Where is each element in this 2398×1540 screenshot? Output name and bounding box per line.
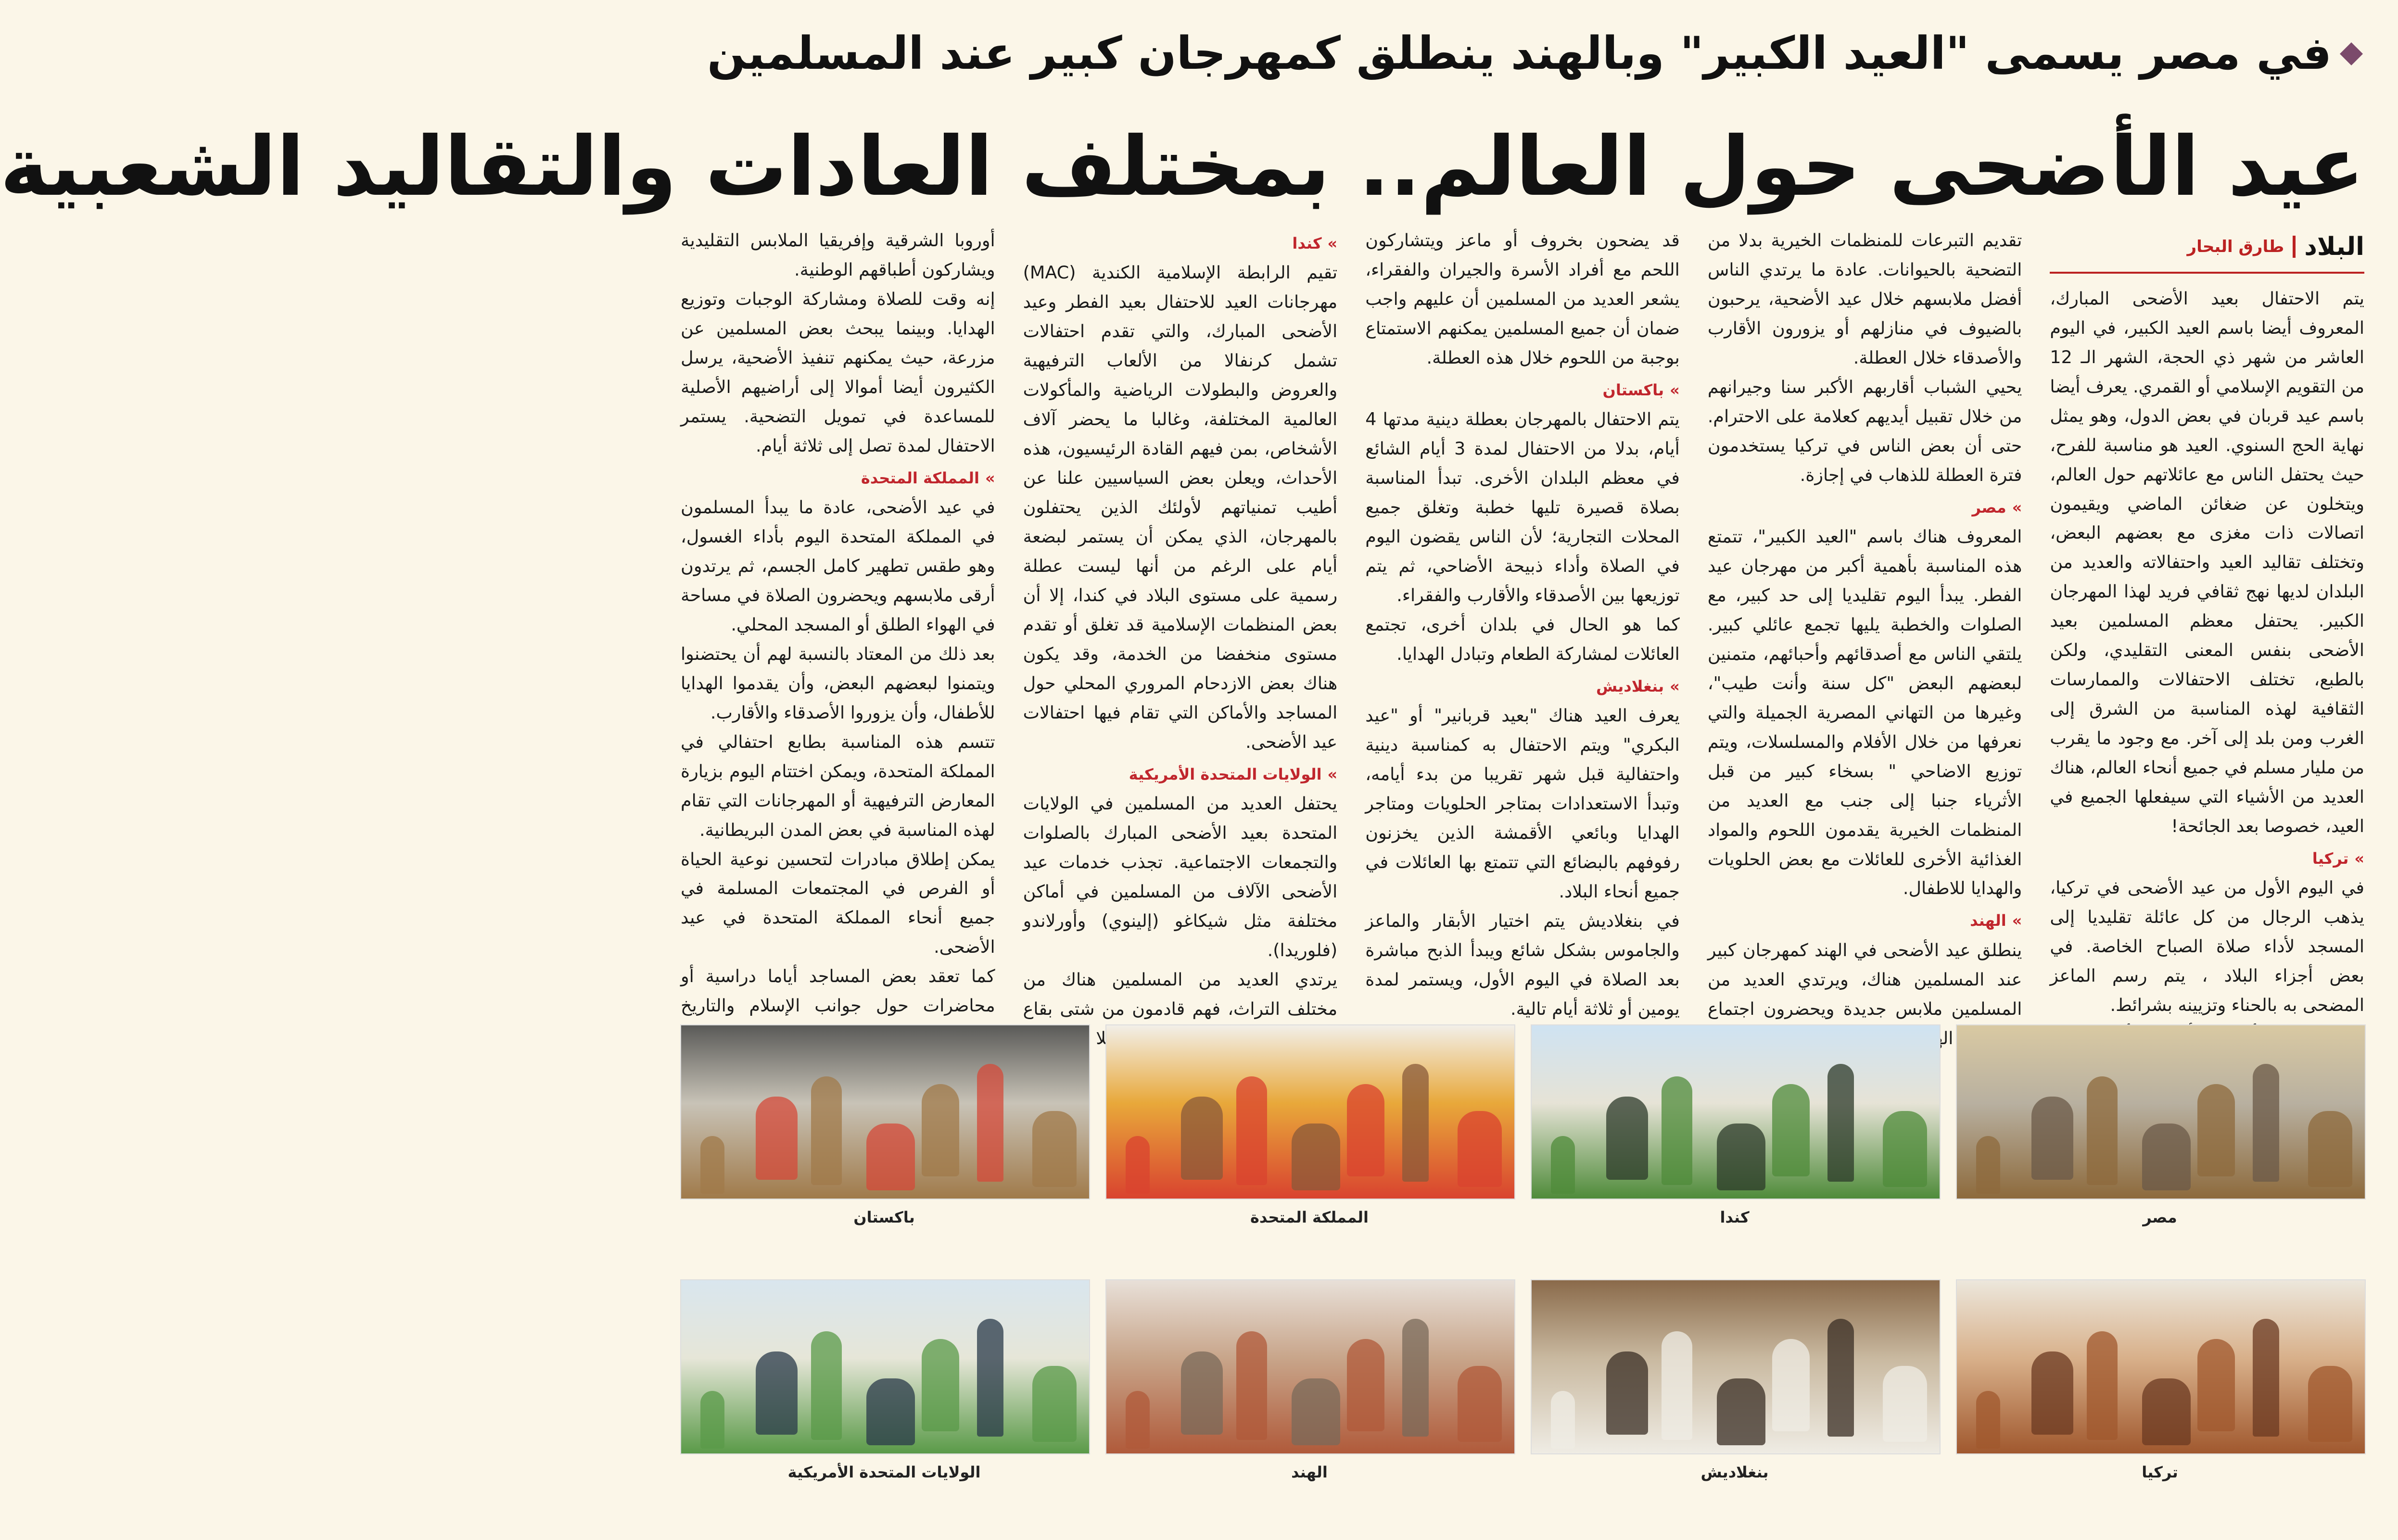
photo-figure-shape	[2087, 1076, 2118, 1185]
article-paragraph: يحيي الشباب أقاربهم الأكبر سنا وجيرانهم من خلال تقبيل أيديهم كعلامة على الاحترام. حتى أن بعض الناس في تركيا يستخدمون فترة العطلة للذهاب في إجازة.	[1707, 376, 2022, 485]
photo-figure-shape	[1347, 1084, 1384, 1176]
section-subheading	[1023, 231, 1338, 256]
article-paragraph: في عيد الأضحى، عادة ما يبدأ المسلمون في المملكة المتحدة اليوم بأداء الغسول، وهو طقس تطهير كامل الجسم، ثم يرتدون أرقى ملابسهم ويحضرون الصلاة في مساحة في الهواء الطلق أو المسجد المحلي.	[681, 497, 995, 635]
photo-figure-shape	[811, 1076, 842, 1185]
article-paragraph: تقديم التبرعات للمنظمات الخيرية بدلا من التضحية بالحيوانات. عادة ما يرتدي الناس أفضل ملابسهم خلال عيد الأضحية، يرحبون بالضيوف في منازلهم أو يزورون الأقارب والأصدقاء خلال العطلة.	[1707, 230, 2022, 368]
photo-caption: بنغلاديش	[1700, 1463, 1769, 1481]
photo-figure-shape	[2031, 1097, 2073, 1180]
section-subheading-label: مصر	[1972, 498, 2006, 517]
section-subheading	[1023, 762, 1338, 787]
photo-figure-shape	[1551, 1136, 1575, 1194]
photo-figure-shape	[1458, 1111, 1502, 1187]
photo-figure-shape	[1347, 1339, 1384, 1431]
photo-figure-shape	[1883, 1111, 1927, 1187]
photo-caption: الولايات المتحدة الأمريكية	[787, 1463, 981, 1481]
section-subheading-label: الولايات المتحدة الأمريكية	[1129, 765, 1322, 783]
photo-figure-shape	[1606, 1097, 1648, 1180]
photo-caption: باكستان	[853, 1208, 915, 1226]
chevron-icon: »	[2012, 911, 2022, 930]
photo-figure-shape	[1032, 1366, 1077, 1442]
photo-figure-shape	[922, 1339, 959, 1431]
section-subheading	[1365, 378, 1680, 403]
photo-jama	[1105, 1279, 1515, 1454]
photo-figure-shape	[811, 1331, 842, 1440]
article-columns	[681, 226, 2364, 1019]
photo-figure-shape	[2197, 1339, 2235, 1431]
photo-figure-shape	[1181, 1351, 1223, 1435]
photo-caption: مصر	[2143, 1208, 2177, 1226]
photo-figure-shape	[922, 1084, 959, 1176]
byline	[2050, 226, 2364, 274]
section-subheading	[1708, 495, 2022, 520]
chevron-icon: »	[1327, 765, 1338, 783]
photo-figure-shape	[1883, 1366, 1927, 1442]
article-column-3	[1365, 226, 1680, 1019]
photo-camel	[680, 1024, 1090, 1199]
photo-figure-shape	[1717, 1123, 1765, 1190]
photo-caption: الهند	[1291, 1463, 1328, 1481]
photo-goat	[1956, 1279, 2366, 1454]
section-subheading-label: الهند	[1970, 911, 2006, 930]
photo-figure-shape	[1402, 1319, 1429, 1437]
chevron-icon: »	[1670, 677, 1680, 695]
photo-figure-shape	[756, 1097, 798, 1180]
photo-figure-shape	[1181, 1097, 1223, 1180]
kicker	[685, 29, 2360, 78]
chevron-icon: »	[2012, 498, 2022, 517]
photo-caption: المملكة المتحدة	[1250, 1208, 1369, 1226]
article-paragraph: يحتفل العديد من المسلمين في الولايات المتحدة بعيد الأضحى المبارك بالصلوات والتجمعات الاجتماعية. تجذب خدمات عيد الأضحى الآلاف من المسلمين في أماكن مختلفة مثل شيكاغو (إلينوي) وأورلاندو (فلوريدا).	[1023, 793, 1338, 960]
article-column-1	[2050, 226, 2364, 1016]
article-paragraph: في اليوم الأول من عيد الأضحى في تركيا، يذهب الرجال من كل عائلة تقليديا إلى المسجد لأداء صلاة الصباح الخاصة. في بعض أجزاء البلاد ، يتم رسم الماعز المضحى به بالحناء وتزيينه بشرائط.	[2050, 877, 2364, 1016]
photo-figure-shape	[700, 1391, 724, 1449]
headline: عيد الأضحى حول العالم.. بمختلف العادات والتقاليد الشعبية	[0, 119, 2364, 215]
divider	[2293, 236, 2296, 258]
photo-figure-shape	[1662, 1331, 1692, 1440]
photo-figure-shape	[756, 1351, 798, 1435]
photo-figure-shape	[1976, 1391, 2000, 1449]
section-subheading	[1365, 674, 1680, 699]
photo-prayer	[1531, 1279, 1941, 1454]
photo-table	[1105, 1024, 1515, 1199]
photo-mosque	[1956, 1024, 2366, 1199]
photo-caption: كندا	[1720, 1208, 1750, 1226]
article-paragraph: ينطلق عيد الأضحى في الهند كمهرجان كبير عند المسلمين هناك، ويرتدي العديد من المسلمين ملابس جديدة ويحضرون اجتماع	[1707, 939, 2022, 1019]
article-paragraph: يرتدي العديد من المسلمين هناك من مختلف التراث، فهم قادمون من شتى بقاع	[1023, 969, 1338, 1019]
photo-figure-shape	[1402, 1064, 1429, 1182]
photo-figure-shape	[1606, 1351, 1648, 1435]
article-column-2	[1707, 226, 2022, 1019]
photo-figure-shape	[977, 1064, 1003, 1182]
section-subheading-label: المملكة المتحدة	[861, 468, 979, 487]
photo-figure-shape	[700, 1136, 724, 1194]
section-subheading	[1708, 908, 2022, 934]
photo-figure-shape	[2031, 1351, 2073, 1435]
photo-figure-shape	[2197, 1084, 2235, 1176]
publication-logo: البلاد	[2304, 232, 2364, 261]
photo-figure-shape	[1551, 1391, 1575, 1449]
diamond-bullet-icon	[2340, 42, 2363, 65]
photo-figure-shape	[1772, 1339, 1810, 1431]
kicker-text: في مصر يسمى "العيد الكبير" وبالهند ينطلق كمهرجان كبير عند المسلمين	[707, 27, 2332, 80]
article-paragraph: يمكن إطلاق مبادرات لتحسين نوعية الحياة أو الفرص في المجتمعات المسلمة في جميع أنحاء المملكة المتحدة في عيد الأضحى.	[681, 848, 995, 958]
photo-figure-shape	[1976, 1136, 2000, 1194]
photo-figure-shape	[2308, 1366, 2352, 1442]
article-paragraph: قد يضحون بخروف أو ماعز ويتشاركون اللحم مع أفراد الأسرة والجيران والفقراء، يشعر العديد من المسلمين أن عليهم واجب ضمان أن جميع المسلمين يمكنهم الاستمتاع بوجبة من اللحوم خلال هذه العطلة.	[1365, 230, 1680, 368]
author-name: طارق البحار	[2187, 237, 2284, 257]
photo-grid	[680, 1024, 2364, 1534]
article-paragraph: المعروف هناك باسم "العيد الكبير"، تتمتع هذه المناسبة بأهمية أكبر من مهرجان عيد الفطر. يبدأ اليوم تقليديا إلى حد كبير، مع الصلوات والخطبة يليها تجمع عائلي كبير. يلتقي الناس مع أصدقائهم وأحبائهم، متمنين لبعضهم البعض "كل سنة وأنت طيب"، وغيرها من التهاني المصرية الجميلة والتي نعرفها من خلال الأفلام والمسلسلات، ويتم توزيع الاضاحي " بسخاء كبير من قبل الأثرياء جنبا إلى جنب مع العديد من المنظمات الخيرية يقدمون اللحوم والمواد الغذائية الأخرى للعائلات مع بعض الحلويات والهدايا للاطفال.	[1707, 526, 2022, 899]
article-paragraph: إنه وقت للصلاة ومشاركة الوجبات وتوزيع الهدايا. وبينما يبحث بعض المسلمين عن مزرعة، حيث يمكنهم تنفيذ الأضحية، يرسل الكثيرون أيضا أموالا إلى أراضيهم الأصلية للمساعدة في تمويل التضحية. يستمر الاحتفال لمدة تصل إلى ثلاثة أيام.	[681, 288, 995, 456]
photo-figure-shape	[1032, 1111, 1077, 1187]
photo-figure-shape	[2142, 1378, 2191, 1445]
photo-figure-shape	[1236, 1076, 1267, 1185]
chevron-icon: »	[985, 468, 995, 487]
section-subheading-label: بنغلاديش	[1596, 677, 1664, 695]
article-paragraph: يتم الاحتفال بعيد الأضحى المبارك، المعروف أيضا باسم العيد الكبير، في اليوم العاشر من شهر ذي الحجة، الشهر الـ 12 من التقويم الإسلامي أو القمري. يعرف أيضا باسم عيد قربان في بعض الدول، وهو يمثل نهاية الحج السنوي. العيد هو مناسبة للفرح، حيث يحتفل الناس مع عائلاتهم حول العالم، ويتخلون عن ضغائن الماضي ويقيمون اتصالات ذات مغزى مع بعضهم البعض، وتختلف تقاليد العيد واحتفالاته والعديد من البلدان لديها نهج ثقافي فريد لهذا المهرجان الكبير. يحتفل معظم المسلمين بعيد الأضحى بنفس المعنى التقليدي، ولكن بالطبع، تختلف الاحتفالات والممارسات الثقافية لهذه المناسبة من الشرق إلى الغرب ومن بلد إلى آخر. مع وجود ما يقرب من مليار مسلم في جميع أنحاء العالم، هناك العديد من الأشياء التي سيفعلها الجميع في العيد، خصوصا بعد الجائحة!	[2050, 288, 2364, 836]
photo-figure-shape	[1292, 1123, 1340, 1190]
photo-figure-shape	[1292, 1378, 1340, 1445]
photo-figure-shape	[1126, 1391, 1150, 1449]
article-paragraph: كما تعقد بعض المساجد أياما دراسية أو محاضرات حول جوانب الإسلام والتاريخ	[681, 966, 995, 1016]
article-paragraph: كما هو الحال في بلدان أخرى، تجتمع العائلات لمشاركة الطعام وتبادل الهدايا.	[1365, 614, 1680, 664]
article-paragraph: في بنغلاديش يتم اختيار الأبقار والماعز والجاموس بشكل شائع ويبدأ الذبح مباشرة بعد الصلاة في اليوم الأول، ويستمر لمدة يومين أو ثلاثة أيام تالية.	[1365, 910, 1680, 1019]
chevron-icon: »	[1327, 234, 1338, 252]
photo-figure-shape	[2142, 1123, 2191, 1190]
photo-figure-shape	[977, 1319, 1003, 1437]
article-paragraph: أوروبا الشرقية وإفريقيا الملابس التقليدية ويشاركون أطباقهم الوطنية.	[681, 230, 995, 280]
article-paragraph: يتم الاحتفال بالمهرجان بعطلة دينية مدتها 4 أيام، بدلا من الاحتفال لمدة 3 أيام الشائع في معظم البلدان الأخرى. تبدأ المناسبة بصلاة قصيرة تليها خطبة وتغلق جميع المحلات التجارية؛ لأن الناس يقضون اليوم في الصلاة وأداء ذبيحة الأضاحي، ثم يتم توزيعها بين الأصدقاء والأقارب والفقراء.	[1365, 409, 1680, 606]
photo-figure-shape	[2253, 1319, 2279, 1437]
photo-figure-shape	[866, 1378, 915, 1445]
photo-figure-shape	[1126, 1136, 1150, 1194]
photo-figure-shape	[1827, 1319, 1854, 1437]
photo-figure-shape	[2253, 1064, 2279, 1182]
photo-figure-shape	[1236, 1331, 1267, 1440]
section-subheading-label: كندا	[1292, 234, 1322, 252]
section-subheading-label: باكستان	[1602, 380, 1664, 399]
photo-figure-shape	[2087, 1331, 2118, 1440]
section-subheading	[681, 466, 995, 491]
section-subheading-label: تركيا	[2312, 849, 2349, 868]
section-subheading	[2050, 846, 2364, 871]
article-paragraph: تتسم هذه المناسبة بطابع احتفالي في المملكة المتحدة، ويمكن اختتام اليوم بزيارة المعارض الترفيهية أو المهرجانات التي تقام لهذه المناسبة في بعض المدن البريطانية.	[681, 731, 995, 840]
photo-field	[1531, 1024, 1941, 1199]
article-column-4	[1023, 226, 1338, 1019]
chevron-icon: »	[1670, 380, 1680, 399]
photo-figure-shape	[1662, 1076, 1692, 1185]
photo-stadium	[680, 1279, 1090, 1454]
photo-figure-shape	[1717, 1378, 1765, 1445]
photo-figure-shape	[1772, 1084, 1810, 1176]
article-paragraph: بعد ذلك من المعتاد بالنسبة لهم أن يحتضنوا ويتمنوا لبعضهم البعض، وأن يقدموا الهدايا للأطفال، وأن يزوروا الأصدقاء والأقارب.	[681, 643, 995, 723]
photo-caption: تركيا	[2142, 1463, 2178, 1481]
photo-figure-shape	[1827, 1064, 1854, 1182]
article-paragraph: يعرف العيد هناك "بعيد قربانير" أو "عيد البكري" ويتم الاحتفال به كمناسبة دينية واحتفالية قبل شهر تقريبا من بدء أيامه، وتبدأ الاستعدادات بمتاجر الحلويات ومتاجر الهدايا وبائعي الأقمشة الذين يخزنون رفوفهم بالبضائع التي تتمتع بها العائلات في جميع أنحاء البلاد.	[1365, 705, 1680, 902]
article-paragraph: تقيم الرابطة الإسلامية الكندية (MAC) مهرجانات العيد للاحتفال بعيد الفطر وعيد الأضحى المبارك، والتي تقدم احتفالات تشمل كرنفالا من الألعاب الترفيهية والعروض والبطولات الرياضية والمأكولات العالمية المختلفة، وغالبا ما يحضر آلاف الأشخاص، بمن فيهم القادة الرئيسيون، هذه الأحداث، ويعلن بعض السياسيين علنا عن أطيب تمنياتهم لأولئك الذين يحتفلون بالمهرجان، الذي يمكن أن يستمر لبضعة أيام على الرغم من أنها ليست عطلة رسمية على مستوى البلاد في كندا، إلا أن بعض المنظمات الإسلامية قد تغلق أو تقدم مستوى منخفضا من الخدمة، وقد يكون هناك بعض الازدحام المروري المحلي حول المساجد والأماكن التي تقام فيها احتفالات عيد الأضحى.	[1023, 262, 1338, 752]
photo-figure-shape	[1458, 1366, 1502, 1442]
chevron-icon: »	[2354, 849, 2364, 868]
article-column-5	[681, 226, 995, 1016]
photo-figure-shape	[866, 1123, 915, 1190]
photo-figure-shape	[2308, 1111, 2352, 1187]
